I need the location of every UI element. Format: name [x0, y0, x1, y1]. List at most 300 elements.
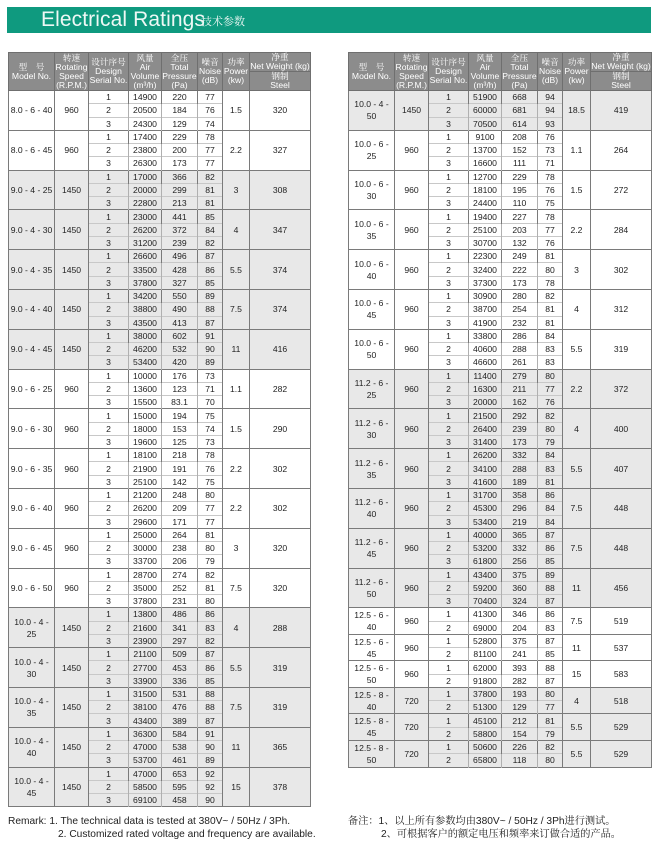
noise-cell: 77 — [198, 144, 223, 157]
pressure-cell: 531 — [162, 687, 198, 700]
serial-cell: 1 — [89, 409, 129, 422]
pressure-cell: 231 — [162, 595, 198, 608]
volume-cell: 21200 — [129, 488, 162, 501]
noise-cell: 87 — [538, 634, 563, 647]
noise-cell: 82 — [198, 236, 223, 249]
noise-cell: 83 — [538, 356, 563, 369]
noise-cell: 87 — [538, 595, 563, 608]
noise-cell: 71 — [198, 382, 223, 395]
col-noise-header-line: 噪音 — [201, 57, 219, 67]
speed-cell: 960 — [55, 449, 89, 489]
noise-cell: 83 — [538, 621, 563, 634]
volume-cell: 22800 — [129, 197, 162, 210]
table-row — [349, 661, 652, 674]
pressure-cell: 118 — [502, 754, 538, 767]
noise-cell: 81 — [538, 250, 563, 263]
pressure-cell: 129 — [162, 117, 198, 130]
power-cell: 2.2 — [223, 130, 250, 170]
pressure-cell: 153 — [162, 422, 198, 435]
serial-cell: 3 — [429, 157, 469, 170]
noise-cell: 80 — [198, 488, 223, 501]
col-weight-header-line: Net Weight (kg) — [250, 61, 310, 71]
volume-cell: 50600 — [469, 741, 502, 754]
volume-cell: 33900 — [129, 674, 162, 687]
volume-cell: 28700 — [129, 568, 162, 581]
volume-cell: 51300 — [469, 701, 502, 714]
volume-cell: 19400 — [469, 210, 502, 223]
noise-cell: 83 — [538, 343, 563, 356]
volume-cell: 23800 — [129, 144, 162, 157]
speed-cell: 960 — [395, 488, 429, 528]
power-cell: 1.1 — [563, 130, 591, 170]
volume-cell: 20000 — [129, 183, 162, 196]
noise-cell: 85 — [198, 210, 223, 223]
speed-cell: 960 — [55, 91, 89, 131]
serial-cell: 1 — [429, 714, 469, 727]
speed-cell: 1450 — [55, 767, 89, 807]
col-speed-header-line: 转速 — [62, 52, 81, 63]
speed-cell: 1450 — [55, 608, 89, 648]
model-cell: 9.0 - 6 - 30 — [9, 409, 55, 449]
serial-cell: 3 — [429, 276, 469, 289]
serial-cell: 1 — [89, 170, 129, 183]
pressure-cell: 509 — [162, 648, 198, 661]
header-row — [9, 53, 311, 72]
noise-cell: 87 — [538, 528, 563, 541]
noise-cell: 80 — [538, 687, 563, 700]
serial-cell: 2 — [429, 674, 469, 687]
pressure-cell: 358 — [502, 488, 538, 501]
noise-cell: 77 — [198, 515, 223, 528]
volume-cell: 91800 — [469, 674, 502, 687]
pressure-cell: 458 — [162, 794, 198, 807]
volume-cell: 22300 — [469, 250, 502, 263]
table-row — [9, 568, 311, 581]
weight-cell: 320 — [250, 568, 311, 608]
serial-cell: 3 — [429, 396, 469, 409]
volume-cell: 12700 — [469, 170, 502, 183]
volume-cell: 40000 — [469, 528, 502, 541]
serial-cell: 1 — [429, 608, 469, 621]
pressure-cell: 173 — [502, 435, 538, 448]
model-cell: 10.0 - 4 - 35 — [9, 687, 55, 727]
col-speed-header-line: Speed — [59, 70, 84, 81]
col-steel-header-line: 钢制 — [271, 71, 289, 81]
serial-cell: 2 — [89, 223, 129, 236]
pressure-cell: 292 — [502, 409, 538, 422]
serial-cell: 1 — [89, 687, 129, 700]
serial-cell: 1 — [89, 488, 129, 501]
model-cell: 11.2 - 6 - 45 — [349, 528, 395, 568]
speed-cell: 960 — [395, 634, 429, 661]
serial-cell: 2 — [89, 502, 129, 515]
serial-cell: 1 — [429, 210, 469, 223]
table-row — [9, 767, 311, 780]
serial-cell: 2 — [89, 382, 129, 395]
pressure-cell: 229 — [162, 130, 198, 143]
noise-cell: 70 — [198, 396, 223, 409]
serial-cell: 3 — [429, 515, 469, 528]
pressure-cell: 152 — [502, 144, 538, 157]
serial-cell: 1 — [429, 687, 469, 700]
speed-cell: 960 — [55, 488, 89, 528]
model-cell: 12.5 - 8 - 45 — [349, 714, 395, 741]
weight-cell: 365 — [250, 727, 311, 767]
col-power-header-line: (kw) — [227, 75, 245, 85]
model-cell: 10.0 - 6 - 30 — [349, 170, 395, 210]
col-speed-header — [55, 53, 89, 91]
serial-cell: 2 — [89, 621, 129, 634]
weight-cell: 374 — [250, 289, 311, 329]
table-row — [9, 608, 311, 621]
weight-cell: 264 — [591, 130, 652, 170]
serial-cell: 1 — [89, 369, 129, 382]
serial-cell: 3 — [89, 117, 129, 130]
serial-cell: 3 — [89, 475, 129, 488]
volume-cell: 25000 — [129, 528, 162, 541]
pressure-cell: 173 — [162, 157, 198, 170]
table-row — [9, 409, 311, 422]
serial-cell: 1 — [429, 369, 469, 382]
pressure-cell: 486 — [162, 608, 198, 621]
table-header — [349, 53, 652, 91]
col-speed-header-line: Rotating — [395, 61, 428, 72]
table-row — [349, 369, 652, 382]
model-cell: 10.0 - 4 - 40 — [9, 727, 55, 767]
noise-cell: 73 — [198, 369, 223, 382]
col-speed-header-line: (R.P.M.) — [56, 79, 87, 90]
model-cell: 10.0 - 6 - 45 — [349, 289, 395, 329]
pressure-cell: 288 — [502, 343, 538, 356]
col-serial-header-line: 设计序号 — [91, 57, 126, 67]
serial-cell: 1 — [429, 634, 469, 647]
weight-cell: 302 — [591, 250, 652, 290]
serial-cell: 1 — [429, 741, 469, 754]
pressure-cell: 346 — [502, 608, 538, 621]
pressure-cell: 476 — [162, 701, 198, 714]
power-cell: 4 — [223, 608, 250, 648]
noise-cell: 78 — [538, 276, 563, 289]
pressure-cell: 254 — [502, 303, 538, 316]
speed-cell: 960 — [395, 250, 429, 290]
pressure-cell: 206 — [162, 555, 198, 568]
pressure-cell: 111 — [502, 157, 538, 170]
volume-cell: 30700 — [469, 236, 502, 249]
pressure-cell: 393 — [502, 661, 538, 674]
remark-en-line-2: 2. Customized rated voltage and frequency are available. — [58, 829, 316, 840]
noise-cell: 88 — [538, 661, 563, 674]
pressure-cell: 184 — [162, 104, 198, 117]
speed-cell: 960 — [55, 130, 89, 170]
noise-cell: 77 — [538, 382, 563, 395]
speed-cell: 1450 — [55, 648, 89, 688]
col-volume-header-line: 风量 — [136, 52, 154, 63]
pressure-cell: 274 — [162, 568, 198, 581]
volume-cell: 31200 — [129, 236, 162, 249]
pressure-cell: 227 — [502, 210, 538, 223]
model-cell: 10.0 - 4 - 25 — [9, 608, 55, 648]
speed-cell: 960 — [395, 449, 429, 489]
noise-cell: 86 — [538, 542, 563, 555]
volume-cell: 13700 — [469, 144, 502, 157]
noise-cell: 82 — [538, 409, 563, 422]
weight-cell: 583 — [591, 661, 652, 688]
pressure-cell: 219 — [502, 515, 538, 528]
pressure-cell: 232 — [502, 316, 538, 329]
serial-cell: 2 — [429, 104, 469, 117]
noise-cell: 80 — [538, 369, 563, 382]
volume-cell: 18100 — [129, 449, 162, 462]
col-speed-header-line: Rotating — [55, 61, 88, 72]
power-cell: 7.5 — [563, 528, 591, 568]
weight-cell: 448 — [591, 528, 652, 568]
noise-cell: 77 — [198, 157, 223, 170]
noise-cell: 84 — [538, 515, 563, 528]
model-cell: 11.2 - 6 - 40 — [349, 488, 395, 528]
power-cell: 2.2 — [223, 488, 250, 528]
noise-cell: 76 — [198, 104, 223, 117]
model-cell: 9.0 - 4 - 30 — [9, 210, 55, 250]
weight-cell: 400 — [591, 409, 652, 449]
table-row — [349, 741, 652, 754]
noise-cell: 87 — [198, 250, 223, 263]
col-steel-header-line: Steel — [611, 80, 631, 90]
weight-cell: 302 — [250, 449, 311, 489]
noise-cell: 84 — [538, 449, 563, 462]
speed-cell: 1450 — [395, 91, 429, 131]
col-serial-header — [429, 53, 469, 91]
table-row — [9, 528, 311, 541]
col-speed-header-line: 转速 — [402, 52, 421, 63]
noise-cell: 74 — [198, 422, 223, 435]
serial-cell: 3 — [89, 515, 129, 528]
pressure-cell: 420 — [162, 356, 198, 369]
power-cell: 11 — [223, 329, 250, 369]
power-cell: 4 — [223, 210, 250, 250]
weight-cell: 320 — [250, 91, 311, 131]
model-cell: 9.0 - 4 - 40 — [9, 289, 55, 329]
model-cell: 9.0 - 6 - 25 — [9, 369, 55, 409]
pressure-cell: 595 — [162, 780, 198, 793]
serial-cell: 2 — [429, 621, 469, 634]
serial-cell: 2 — [89, 701, 129, 714]
pressure-cell: 261 — [502, 356, 538, 369]
col-volume-header-line: 风量 — [476, 52, 494, 63]
ratings-table-left — [8, 52, 311, 807]
serial-cell: 3 — [429, 595, 469, 608]
noise-cell: 87 — [198, 648, 223, 661]
table-row — [9, 91, 311, 104]
volume-cell: 16300 — [469, 382, 502, 395]
serial-cell: 2 — [89, 462, 129, 475]
serial-cell: 3 — [89, 674, 129, 687]
noise-cell: 84 — [538, 502, 563, 515]
speed-cell: 960 — [55, 528, 89, 568]
noise-cell: 81 — [198, 528, 223, 541]
model-cell: 10.0 - 4 - 45 — [9, 767, 55, 807]
serial-cell: 2 — [429, 223, 469, 236]
pressure-cell: 226 — [502, 741, 538, 754]
serial-cell: 3 — [89, 634, 129, 647]
pressure-cell: 220 — [162, 91, 198, 104]
serial-cell: 1 — [89, 449, 129, 462]
serial-cell: 3 — [429, 316, 469, 329]
col-serial-header-line: Design — [95, 66, 122, 76]
power-cell: 5.5 — [563, 449, 591, 489]
speed-cell: 960 — [395, 369, 429, 409]
model-cell: 10.0 - 4 - 30 — [9, 648, 55, 688]
speed-cell: 960 — [395, 329, 429, 369]
table-row — [9, 130, 311, 143]
volume-cell: 30900 — [469, 289, 502, 302]
volume-cell: 81100 — [469, 648, 502, 661]
col-serial-header-line: 设计序号 — [431, 57, 466, 67]
volume-cell: 20000 — [469, 396, 502, 409]
col-pressure-header-line: (Pa) — [171, 79, 188, 90]
pressure-cell: 252 — [162, 581, 198, 594]
speed-cell: 1450 — [55, 289, 89, 329]
pressure-cell: 238 — [162, 542, 198, 555]
model-cell: 9.0 - 6 - 50 — [9, 568, 55, 608]
model-cell: 11.2 - 6 - 30 — [349, 409, 395, 449]
pressure-cell: 332 — [502, 449, 538, 462]
volume-cell: 59200 — [469, 581, 502, 594]
remark-cn-line-1: 备注：1、以上所有参数均由380V~ / 50Hz / 3Ph进行测试。 — [348, 816, 616, 827]
serial-cell: 1 — [429, 661, 469, 674]
serial-cell: 2 — [89, 343, 129, 356]
volume-cell: 21500 — [469, 409, 502, 422]
volume-cell: 20500 — [129, 104, 162, 117]
noise-cell: 85 — [198, 276, 223, 289]
volume-cell: 69000 — [469, 621, 502, 634]
pressure-cell: 171 — [162, 515, 198, 528]
pressure-cell: 372 — [162, 223, 198, 236]
speed-cell: 720 — [395, 687, 429, 714]
noise-cell: 82 — [198, 568, 223, 581]
volume-cell: 34200 — [129, 289, 162, 302]
col-steel-header — [591, 72, 652, 91]
pressure-cell: 360 — [502, 581, 538, 594]
volume-cell: 69100 — [129, 794, 162, 807]
noise-cell: 88 — [198, 687, 223, 700]
pressure-cell: 208 — [502, 130, 538, 143]
volume-cell: 19600 — [129, 435, 162, 448]
power-cell: 15 — [563, 661, 591, 688]
volume-cell: 58800 — [469, 727, 502, 740]
weight-cell: 284 — [591, 210, 652, 250]
speed-cell: 1450 — [55, 687, 89, 727]
serial-cell: 3 — [429, 356, 469, 369]
volume-cell: 26200 — [129, 223, 162, 236]
noise-cell: 86 — [538, 608, 563, 621]
col-power-header-line: (kw) — [568, 75, 585, 85]
page-title: Electrical Ratings — [41, 8, 206, 31]
pressure-cell: 668 — [502, 91, 538, 104]
weight-cell: 319 — [250, 648, 311, 688]
table-row — [349, 250, 652, 263]
col-weight-header-line: Net Weight (kg) — [591, 61, 651, 71]
power-cell: 7.5 — [223, 687, 250, 727]
volume-cell: 43400 — [469, 568, 502, 581]
col-volume-header-line: (m³/h) — [133, 79, 157, 90]
col-serial-header — [89, 53, 129, 91]
noise-cell: 77 — [198, 502, 223, 515]
serial-cell: 2 — [429, 422, 469, 435]
pressure-cell: 428 — [162, 263, 198, 276]
ratings-table-right — [348, 52, 652, 768]
col-noise-header-line: (dB) — [201, 75, 219, 85]
col-steel-header — [250, 72, 311, 91]
col-volume-header-line: (m³/h) — [473, 79, 497, 90]
serial-cell: 2 — [429, 727, 469, 740]
volume-cell: 41900 — [469, 316, 502, 329]
noise-cell: 87 — [198, 714, 223, 727]
noise-cell: 92 — [198, 780, 223, 793]
serial-cell: 1 — [429, 488, 469, 501]
remark-english — [8, 815, 316, 841]
col-speed-header — [395, 53, 429, 91]
weight-cell: 290 — [250, 409, 311, 449]
weight-cell: 529 — [591, 741, 652, 768]
serial-cell: 2 — [89, 741, 129, 754]
weight-cell: 312 — [591, 289, 652, 329]
noise-cell: 81 — [538, 714, 563, 727]
model-cell: 11.2 - 6 - 25 — [349, 369, 395, 409]
model-cell: 8.0 - 6 - 45 — [9, 130, 55, 170]
table-row — [349, 91, 652, 104]
table-row — [9, 289, 311, 302]
weight-cell: 302 — [250, 488, 311, 528]
weight-cell: 519 — [591, 608, 652, 635]
noise-cell: 75 — [538, 197, 563, 210]
power-cell: 7.5 — [223, 289, 250, 329]
pressure-cell: 532 — [162, 343, 198, 356]
speed-cell: 1450 — [55, 170, 89, 210]
col-noise-header-line: 噪音 — [541, 57, 559, 67]
weight-cell: 407 — [591, 449, 652, 489]
noise-cell: 90 — [198, 741, 223, 754]
volume-cell: 17000 — [129, 170, 162, 183]
col-pressure-header-line: 全压 — [510, 52, 529, 63]
noise-cell: 81 — [538, 303, 563, 316]
table-row — [349, 714, 652, 727]
volume-cell: 15000 — [129, 409, 162, 422]
noise-cell: 81 — [198, 197, 223, 210]
volume-cell: 53400 — [129, 356, 162, 369]
noise-cell: 79 — [198, 555, 223, 568]
noise-cell: 71 — [538, 157, 563, 170]
weight-cell: 374 — [250, 250, 311, 290]
serial-cell: 2 — [89, 303, 129, 316]
volume-cell: 41300 — [469, 608, 502, 621]
pressure-cell: 288 — [502, 462, 538, 475]
noise-cell: 80 — [198, 595, 223, 608]
volume-cell: 11400 — [469, 369, 502, 382]
col-power-header — [563, 53, 591, 91]
noise-cell: 76 — [538, 236, 563, 249]
noise-cell: 82 — [198, 634, 223, 647]
volume-cell: 35000 — [129, 581, 162, 594]
serial-cell: 1 — [89, 568, 129, 581]
table-row — [349, 528, 652, 541]
col-pressure-header-line: Total — [170, 61, 189, 72]
model-cell: 9.0 - 4 - 35 — [9, 250, 55, 290]
volume-cell: 21900 — [129, 462, 162, 475]
serial-cell: 3 — [429, 197, 469, 210]
weight-cell: 518 — [591, 687, 652, 714]
model-cell: 12.5 - 8 - 40 — [349, 687, 395, 714]
col-noise-header-line: (dB) — [541, 75, 559, 85]
